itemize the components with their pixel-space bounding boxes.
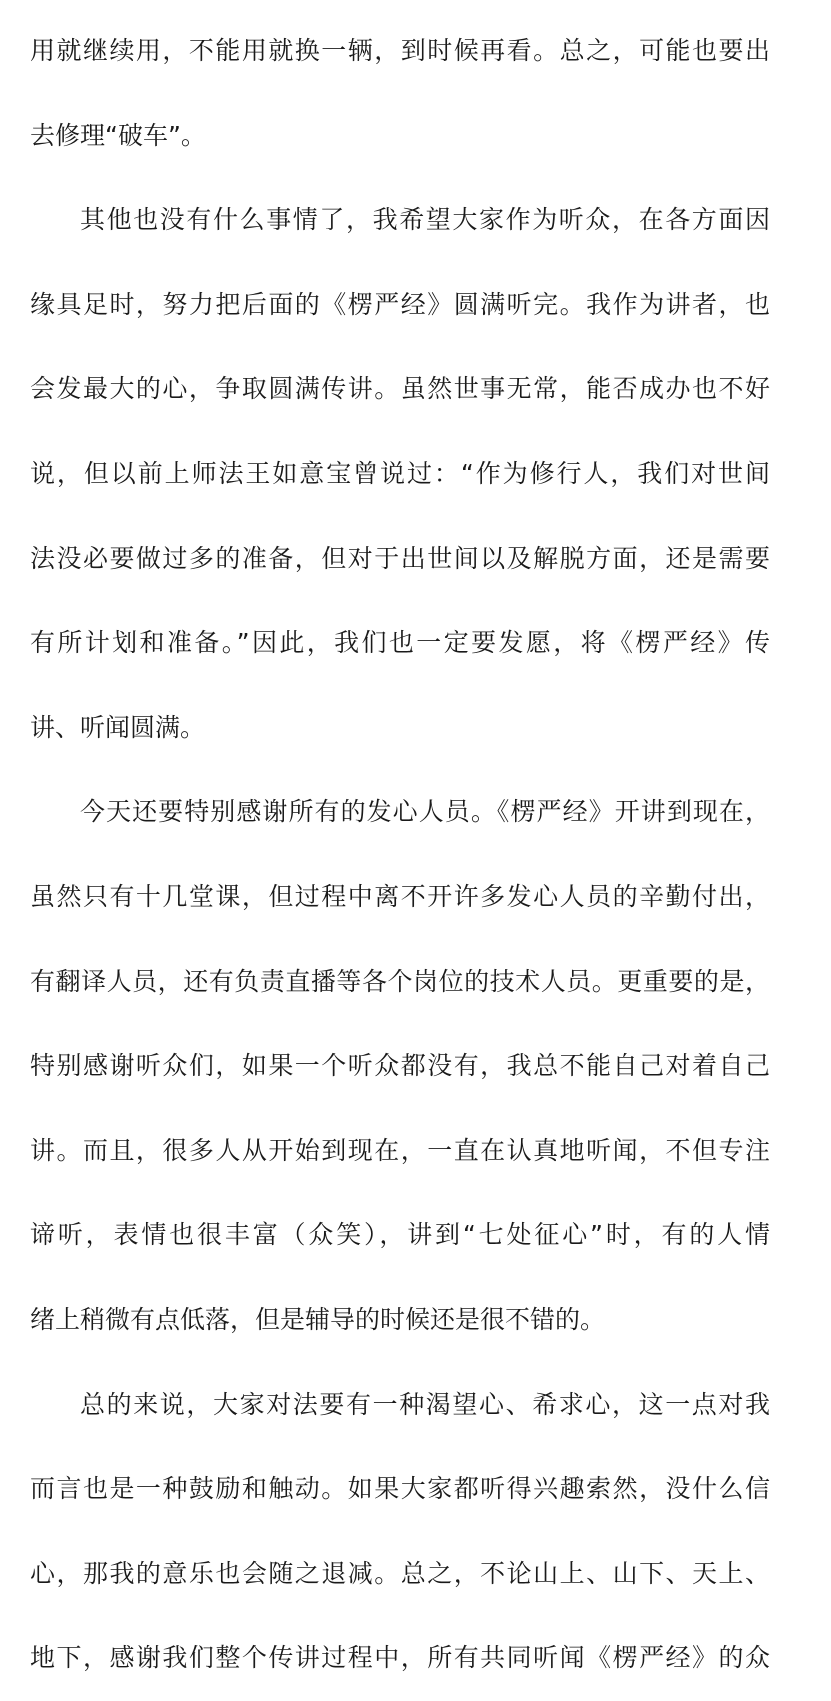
text-line: 缘具足时，努力把后面的《楞严经》圆满听完。我作为讲者，也: [30, 289, 770, 319]
text-line: 特别感谢听众们，如果一个听众都没有，我总不能自己对着自己: [30, 1051, 770, 1081]
text-line: 用就继续用，不能用就换一辆，到时候再看。总之，可能也要出: [30, 36, 770, 65]
text-line: 去修理“破车”。: [30, 120, 206, 150]
text-line: 有翻译人员，还有负责直播等各个岗位的技术人员。更重要的是，: [30, 966, 770, 996]
text-line: 谛听，表情也很丰富（众笑），讲到“七处征心”时，有的人情: [30, 1220, 770, 1250]
text-line: 有所计划和准备。”因此，我们也一定要发愿，将《楞严经》传: [30, 628, 770, 658]
paragraph-first-line: 总的来说，大家对法要有一种渴望心、希求心，这一点对我: [80, 1389, 770, 1419]
text-line: 会发最大的心，争取圆满传讲。虽然世事无常，能否成办也不好: [30, 374, 770, 404]
paragraph-first-line: 其他也没有什么事情了，我希望大家作为听众，在各方面因: [80, 205, 770, 235]
text-line: 讲。而且，很多人从开始到现在，一直在认真地听闻，不但专注: [30, 1135, 770, 1165]
paragraph-first-line: 今天还要特别感谢所有的发心人员。《楞严经》开讲到现在，: [80, 797, 770, 827]
text-line: 法没必要做过多的准备，但对于出世间以及解脱方面，还是需要: [30, 543, 770, 573]
text-line: 心，那我的意乐也会随之退减。总之，不论山上、山下、天上、: [30, 1558, 770, 1588]
text-line: 说，但以前上师法王如意宝曾说过：“作为修行人，我们对世间: [30, 458, 770, 488]
text-line: 讲、听闻圆满。: [30, 712, 206, 742]
text-line: 绪上稍微有点低落，但是辅导的时候还是很不错的。: [30, 1304, 606, 1334]
text-line: 虽然只有十几堂课，但过程中离不开许多发心人员的辛勤付出，: [30, 881, 770, 911]
document-body: [30, 9, 770, 1701]
text-line: 地下，感谢我们整个传讲过程中，所有共同听闻《楞严经》的众: [30, 1643, 770, 1673]
text-line: 而言也是一种鼓励和触动。如果大家都听得兴趣索然，没什么信: [30, 1474, 770, 1504]
